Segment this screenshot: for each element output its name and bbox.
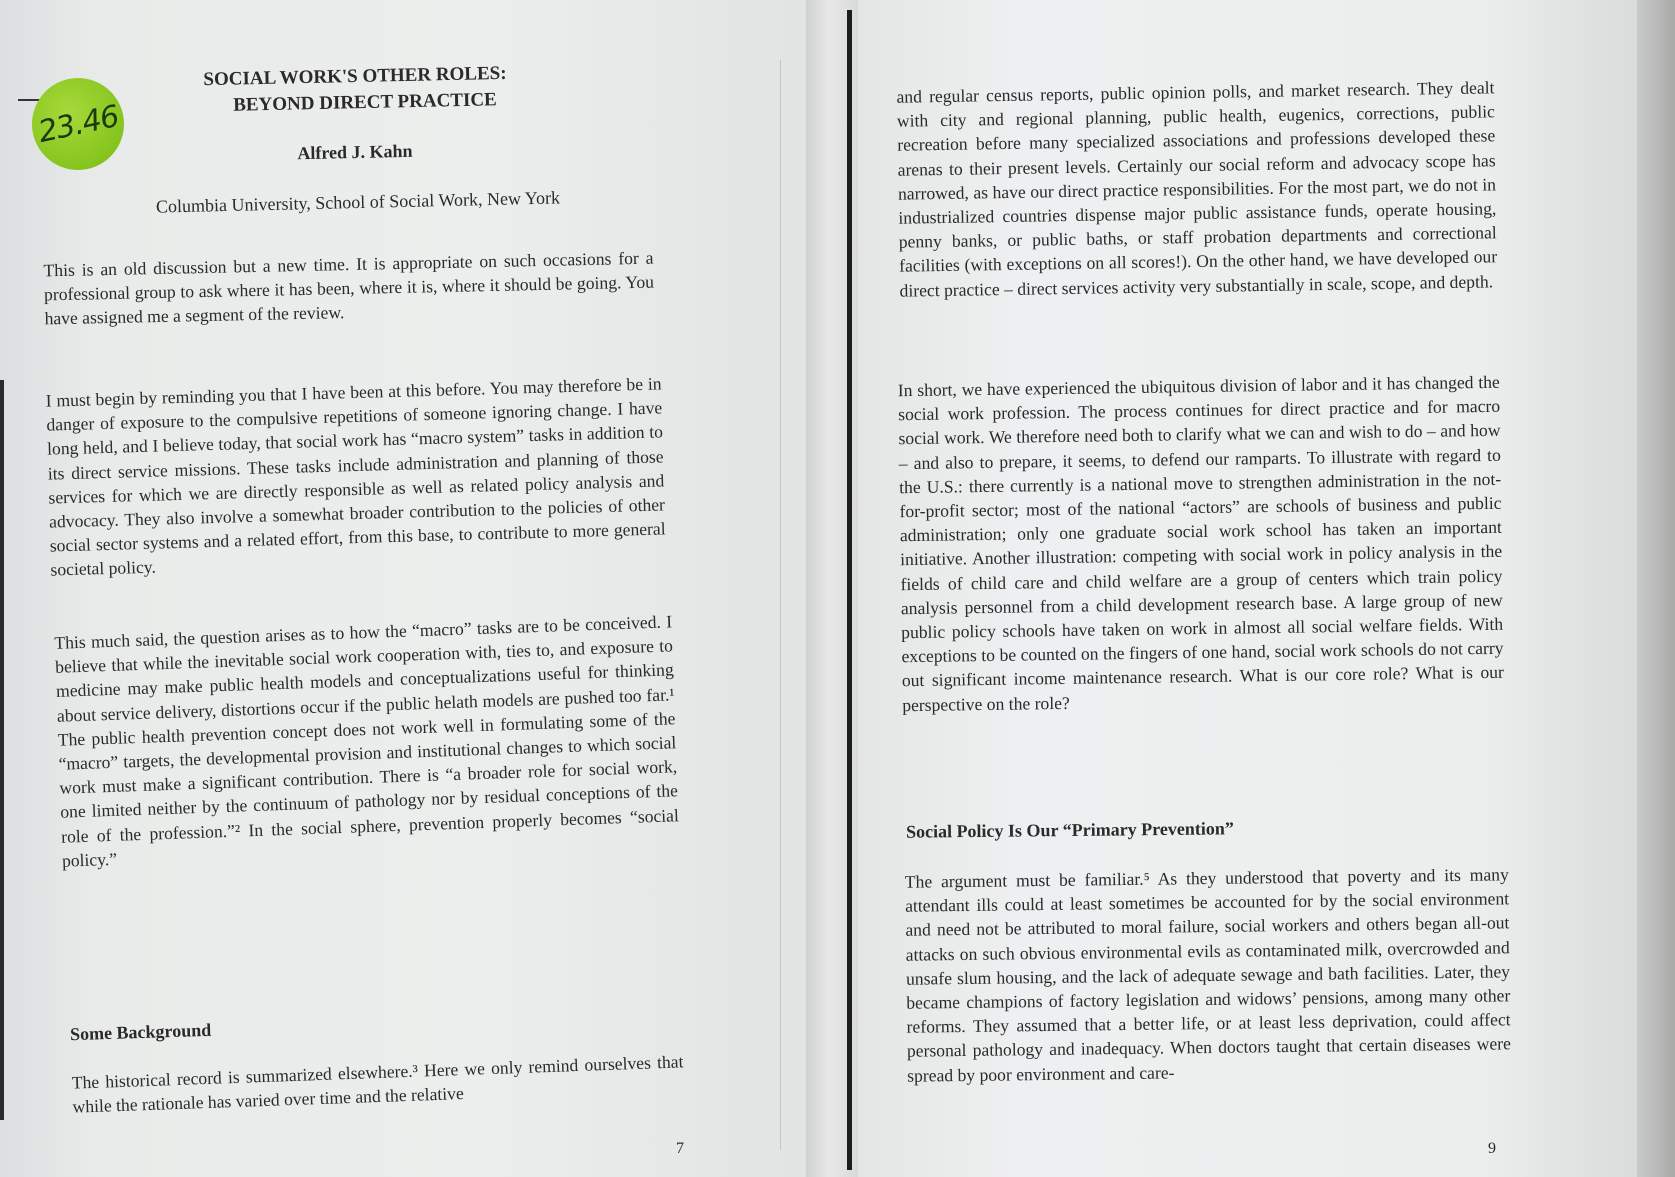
article-title-line-1: SOCIAL WORK'S OTHER ROLES: [203,62,507,91]
division-of-labor-paragraph: In short, we have experienced the ubiquitous division of labor and it has changed the social work profession. The process continues for direct practice and for macro social work. We therefore need both to clarify what we can and wish to do – and how – and also to prepare, it seems, to defend our ramparts. To illustrate with regard to the U.S.: there currently is a national move to strengthen administration in the not-for-profit sector; most of the national “actors” are schools of business and public administration; only one graduate social work school has taken an important initiative. Another illustration: competing with social work in policy analysis in the fields of child care and child welfare are a group of centers which train policy analysis personnel from a child development research base. A large group of new public policy schools have taken on work in almost all social welfare fields. With exceptions to be counted on the fingers of one hand, social work schools do not carry out significant income maintenance research. What is our core role? What is our perspective on the role? [897,371,1504,715]
catalog-sticker [32,78,124,170]
left-page [0,0,806,1177]
author-affiliation: Columbia University, School of Social Work, New York [155,187,561,217]
binding-spine [847,10,852,1170]
body-paragraph-2: This much said, the question arises as to how the “macro” tasks are to be conceived. I believe that while the inevitable social work cooperation with, ties to, and exposure to medicine may make public health models and conceptualizations useful for thinking about service delivery, distortions occur if the public helath models are pushed too far.¹ The public health prevention concept does not work well in formulating some of the “macro” targets, the developmental provision and institutional changes to which social work must make a significant contribution. There is “a broader role for social work, one limited neither by the continuum of pathology nor by residual conceptions of the role of the profession.”² In the social sphere, prevention properly becomes “social policy.” [54,611,680,871]
intro-paragraph: This is an old discussion but a new time. It is appropriate on such occasions for a professional group to ask where it has been, where it is, where it should be going. You have assigned me a segment of the review. [43,247,655,329]
section-heading-social-policy: Social Policy Is Our “Primary Prevention” [905,818,1234,842]
author-name: Alfred J. Kahn [297,140,413,164]
page-number-right: 9 [1488,1140,1496,1157]
page-seam [780,60,781,1150]
social-policy-paragraph: The argument must be familiar.⁵ As they understood that poverty and its many attendant ills could at least sometimes be accounted for by the social environment and need not be attributed to moral failure, social workers and others began all-out attacks on such obvious environmental evils as contaminated milk, overcrowded and unsafe slum housing, and the lack of adequate sewage and bath facilities. Later, they became champions of factory legislation and widows’ pensions, among many other reforms. They assumed that a better life, or at least less deprivation, could affect personal pathology and inadequacy. When doctors taught that certain diseases were spread by poor environment and care- [904,864,1511,1086]
sticker-number: 23.46 [34,98,122,150]
continued-paragraph: and regular census reports, public opinion polls, and market research. They dealt with city and regional planning, public health, eugenics, corrections, public recreation before many specialized associations and professions developed these arenas to their present levels. Certainly our social reform and advocacy scope has narrowed, as have our direct practice responsibilities. For the most part, we do not in industrialized countries dispense major public assistance funds, operate housing, penny banks, or public baths, or staff probation departments and correctional facilities (with exceptions on all scores!). On the other hand, we have developed our direct practice – direct services activity very substantially in scale, scope, and depth. [896,77,1498,301]
left-page-edge [0,380,4,1120]
article-title-line-2: BEYOND DIRECT PRACTICE [233,89,497,116]
body-paragraph-1: I must begin by reminding you that I have been at this before. You may therefore be in danger of exposure to the compulsive repetitions of someone ignoring change. I have long held, and I believe today, that social work has “macro system” tasks in addition to its direct service missions. These tasks include administration and planning of those services for which we are directly responsible as well as related policy analysis and advocacy. They also involve a somewhat broader contribution to the policies of other social sector systems and a related effort, from this base, to contribute to more general societal policy. [45,373,666,580]
section-heading-background: Some Background [69,1019,212,1045]
background-paragraph: The historical record is summarized elsewhere.³ Here we only remind ourselves that while the rationale has varied over time and the relative [71,1051,684,1117]
right-page-edge [1637,0,1675,1177]
page-number-left: 7 [676,1140,684,1157]
